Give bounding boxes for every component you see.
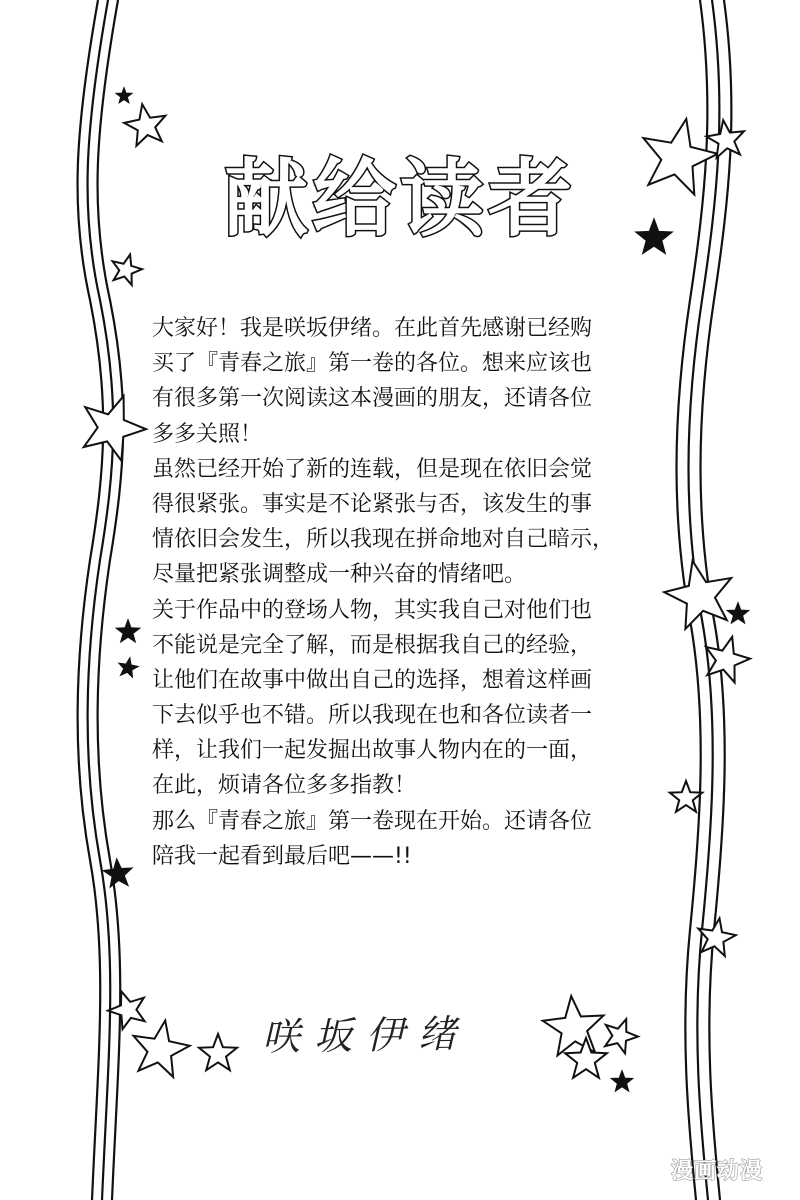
letter-line: 下去似乎也不错。所以我现在也和各位读者一 bbox=[152, 703, 593, 729]
star-decoration-icon bbox=[706, 637, 750, 683]
page-title: 献给读者 bbox=[223, 150, 576, 248]
star-decoration-icon bbox=[84, 396, 146, 461]
letter-line: 多多关照！ bbox=[152, 421, 263, 447]
star-decoration-icon bbox=[120, 659, 137, 676]
star-decoration-icon bbox=[729, 604, 748, 622]
letter-line: 大家好！我是咲坂伊绪。在此首先感谢已经购 bbox=[152, 316, 593, 341]
star-decoration-icon bbox=[670, 781, 702, 812]
star-decoration-icon bbox=[698, 918, 736, 956]
star-decoration-icon bbox=[199, 1034, 237, 1070]
letter-line: 样，让我们一起发掘出故事人物内在的一面， bbox=[152, 738, 593, 764]
letter-line: 买了『青春之旅』第一卷的各位。想来应该也 bbox=[152, 351, 593, 377]
letter-line: 不能说是完全了解，而是根据我自己的经验， bbox=[152, 632, 593, 658]
star-decoration-icon bbox=[134, 1021, 190, 1078]
letter-line: 让他们在故事中做出自己的选择，想着这样画 bbox=[152, 667, 593, 693]
letter-line: 尽量把紧张调整成一种兴奋的情绪吧。 bbox=[152, 562, 527, 588]
star-decoration-icon bbox=[118, 621, 139, 641]
letter-line: 情依旧会发生，所以我现在拼命地对自己暗示， bbox=[152, 527, 615, 553]
author-signature: 咲坂伊绪 bbox=[261, 1011, 471, 1060]
star-decoration-icon bbox=[108, 991, 145, 1029]
letter-line: 在此，烦请各位多多指教！ bbox=[152, 773, 417, 799]
star-decoration-icon bbox=[613, 1072, 632, 1090]
letter-line: 那么『青春之旅』第一卷现在开始。还请各位 bbox=[152, 808, 593, 834]
letter-body bbox=[152, 311, 672, 874]
letter-line: 有很多第一次阅读这本漫画的朋友，还请各位 bbox=[152, 386, 593, 412]
site-watermark: 漫画动漫 bbox=[670, 1158, 763, 1184]
letter-line: 关于作品中的登场人物，其实我自己对他们也 bbox=[152, 597, 593, 623]
star-decoration-icon bbox=[605, 1019, 638, 1053]
star-decoration-icon bbox=[104, 860, 130, 886]
letter-line: 虽然已经开始了新的连载，但是现在依旧会觉 bbox=[152, 456, 593, 482]
letter-line: 得很紧张。事实是不论紧张与否，该发生的事 bbox=[152, 491, 593, 517]
star-decoration-icon bbox=[664, 561, 731, 629]
star-decoration-icon bbox=[117, 89, 130, 102]
star-decoration-icon bbox=[543, 996, 604, 1055]
letter-line: 陪我一起看到最后吧——!! bbox=[152, 843, 412, 869]
star-decoration-icon bbox=[113, 255, 142, 285]
